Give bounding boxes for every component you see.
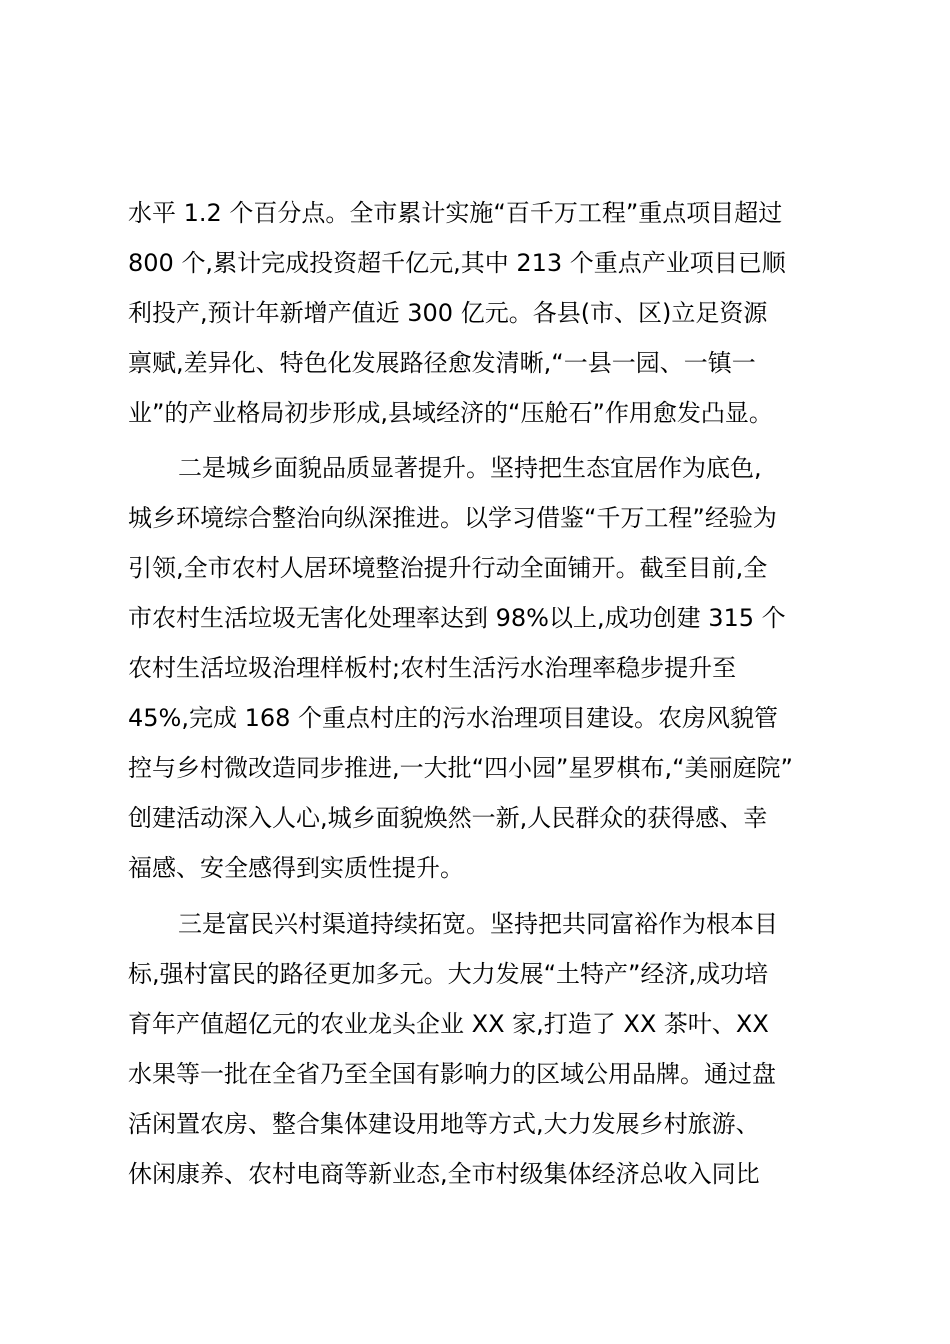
text-line: 福感、安全感得到实质性提升。 [128, 854, 464, 882]
text-line: 引领,全市农村人居环境整治提升行动全面铺开。截至目前,全 [128, 554, 768, 582]
paragraph-county-economy [128, 188, 828, 438]
paragraph-urban-rural-appearance [128, 443, 828, 893]
text-line: 城乡环境综合整治向纵深推进。以学习借鉴“千万工程”经验为 [128, 504, 777, 532]
text-line: 业”的产业格局初步形成,县域经济的“压舱石”作用愈发凸显。 [128, 399, 773, 427]
text-line: 休闲康养、农村电商等新业态,全市村级集体经济总收入同比 [128, 1160, 760, 1188]
text-line: 禀赋,差异化、特色化发展路径愈发清晰,“一县一园、一镇一 [128, 349, 756, 377]
text-line: 45%,完成 168 个重点村庄的污水治理项目建设。农房风貌管 [128, 704, 779, 732]
text-line: 创建活动深入人心,城乡面貌焕然一新,人民群众的获得感、幸 [128, 804, 768, 832]
text-line: 二是城乡面貌品质显著提升。坚持把生态宜居作为底色, [178, 454, 762, 482]
text-line: 控与乡村微改造同步推进,一大批“四小园”星罗棋布,“美丽庭院” [128, 754, 793, 782]
text-line: 水果等一批在全省乃至全国有影响力的区域公用品牌。通过盘 [128, 1060, 776, 1088]
text-line: 活闲置农房、整合集体建设用地等方式,大力发展乡村旅游、 [128, 1110, 760, 1138]
text-line: 育年产值超亿元的农业龙头企业 XX 家,打造了 XX 茶叶、XX [128, 1010, 769, 1038]
text-line: 水平 1.2 个百分点。全市累计实施“百千万工程”重点项目超过 [128, 199, 783, 227]
paragraph-enrich-villages [128, 899, 828, 1199]
text-line: 利投产,预计年新增产值近 300 亿元。各县(市、区)立足资源 [128, 299, 768, 327]
text-line: 标,强村富民的路径更加多元。大力发展“土特产”经济,成功培 [128, 960, 769, 988]
text-line: 三是富民兴村渠道持续拓宽。坚持把共同富裕作为根本目 [178, 910, 778, 938]
text-line: 800 个,累计完成投资超千亿元,其中 213 个重点产业项目已顺 [128, 249, 786, 277]
text-line: 农村生活垃圾治理样板村;农村生活污水治理率稳步提升至 [128, 654, 737, 682]
text-line: 市农村生活垃圾无害化处理率达到 98%以上,成功创建 315 个 [128, 604, 786, 632]
